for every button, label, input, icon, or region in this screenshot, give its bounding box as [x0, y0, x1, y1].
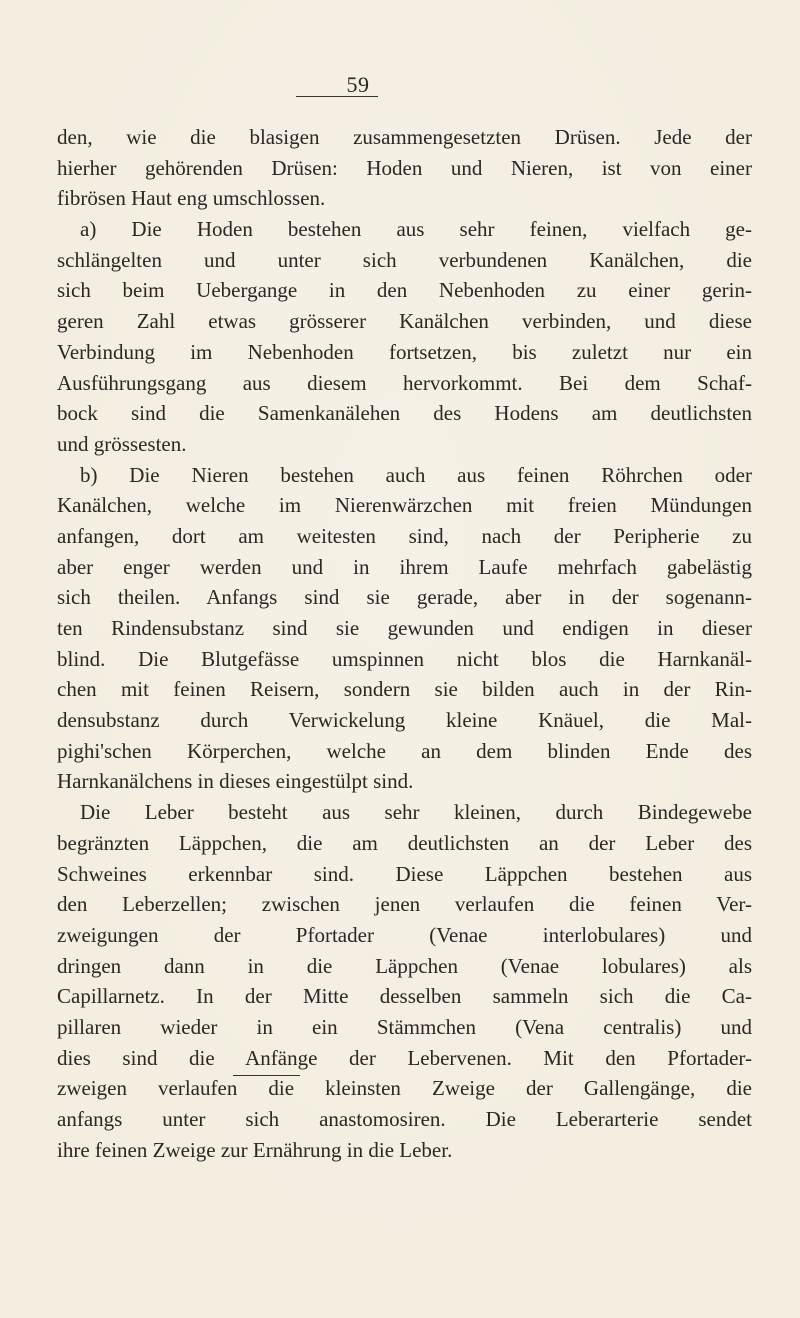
text-line: b) Die Nieren bestehen auch aus feinen Röhrchen oder	[80, 462, 752, 487]
page-number-rule	[296, 96, 378, 97]
text-line: zweigungen der Pfortader (Venae interlobulares) und	[57, 922, 752, 947]
text-line: den, wie die blasigen zusammengesetzten Drüsen. Jede der	[57, 125, 752, 149]
text-line: Verbindung im Nebenhoden fortsetzen, bis zuletzt nur ein	[57, 339, 752, 364]
text-line: und grössesten.	[57, 431, 187, 456]
text-line: a) Die Hoden bestehen aus sehr feinen, vielfach ge-	[80, 217, 752, 242]
text-line: pighi'schen Körperchen, welche an dem blinden Ende des	[57, 738, 752, 763]
text-line: Harnkanälchens in dieses eingestülpt sind.	[57, 769, 414, 794]
text-line: sich theilen. Anfangs sind sie gerade, aber in der sogenann-	[57, 585, 752, 610]
text-line: geren Zahl etwas grösserer Kanälchen verbinden, und diese	[57, 309, 752, 334]
text-line: Capillarnetz. In der Mitte desselben sammeln sich die Ca-	[57, 984, 752, 1009]
text-line: Kanälchen, welche im Nierenwärzchen mit freien Mündungen	[57, 493, 752, 518]
text-line: hierher gehörenden Drüsen: Hoden und Nieren, ist von einer	[57, 155, 752, 180]
text-line: densubstanz durch Verwickelung kleine Knäuel, die Mal-	[57, 708, 752, 733]
text-line: dies sind die Anfänge der Lebervenen. Mit den Pfortader-	[57, 1045, 752, 1070]
text-line: Ausführungsgang aus diesem hervorkommt. Bei dem Schaf-	[57, 370, 752, 395]
text-line: dringen dann in die Läppchen (Venae lobulares) als	[57, 953, 752, 978]
text-line: anfangs unter sich anastomosiren. Die Leberarterie sendet	[57, 1107, 752, 1131]
text-line: begränzten Läppchen, die am deutlichsten an der Leber des	[57, 830, 752, 855]
text-line: bock sind die Samenkanälehen des Hodens am deutlichsten	[57, 401, 752, 426]
text-line: sich beim Uebergange in den Nebenhoden zu einer gerin-	[57, 278, 752, 303]
text-line: ten Rindensubstanz sind sie gewunden und endigen in dieser	[57, 616, 752, 640]
footer-rule	[233, 1075, 300, 1076]
text-line: aber enger werden und in ihrem Laufe mehrfach gabelästig	[57, 554, 752, 579]
text-line: den Leberzellen; zwischen jenen verlaufen die feinen Ver-	[57, 892, 752, 917]
text-line: schlängelten und unter sich verbundenen Kanälchen, die	[57, 247, 752, 272]
text-line: chen mit feinen Reisern, sondern sie bilden auch in der Rin-	[57, 677, 752, 702]
text-line: pillaren wieder in ein Stämmchen (Vena centralis) und	[57, 1014, 752, 1039]
page-number: 59	[346, 72, 370, 97]
text-line: Schweines erkennbar sind. Diese Läppchen bestehen aus	[57, 861, 752, 886]
text-line: zweigen verlaufen die kleinsten Zweige der Gallengänge, die	[57, 1076, 752, 1101]
text-line: anfangen, dort am weitesten sind, nach der Peripherie zu	[57, 523, 752, 548]
text-line: fibrösen Haut eng umschlossen.	[57, 186, 326, 211]
text-line: blind. Die Blutgefässe umspinnen nicht blos die Harnkanäl-	[57, 646, 752, 671]
body-text	[57, 122, 752, 1165]
text-line: Die Leber besteht aus sehr kleinen, durch Bindegewebe	[80, 800, 752, 825]
text-line: ihre feinen Zweige zur Ernährung in die Leber.	[57, 1137, 453, 1162]
